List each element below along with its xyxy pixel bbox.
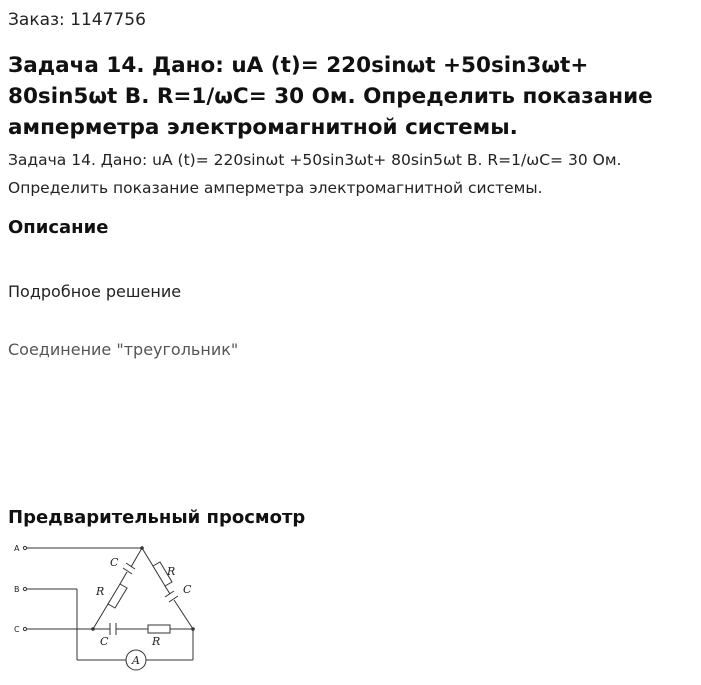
resistor-label-bottom: R [152, 635, 161, 648]
node-c-label: C [14, 625, 20, 634]
node-a-label: A [14, 544, 20, 553]
task-title: Задача 14. Дано: uA (t)= 220sinωt +50sin3ωt+ 80sin5ωt В. R=1/ωC= 30 Ом. Определить показание амперметра электромагнитной системы. [8, 53, 653, 140]
order-number: Заказ: 1147756 [8, 10, 146, 30]
preview-heading: Предварительный просмотр [8, 507, 306, 528]
description-heading: Описание [8, 217, 109, 238]
capacitor-label-left: C [110, 556, 119, 569]
circuit-diagram [10, 538, 210, 674]
capacitor-label-right: C [183, 583, 192, 596]
task-text: Задача 14. Дано: uA (t)= 220sinωt +50sin3ωt+ 80sin5ωt В. R=1/ωC= 30 Ом. Определить показание амперметра электромагнитной системы. [8, 151, 622, 197]
ammeter-label: A [132, 654, 140, 667]
capacitor-label-bottom: C [100, 635, 109, 648]
resistor-label-left: R [96, 585, 105, 598]
detailed-solution-text: Подробное решение [8, 282, 182, 301]
node-b-label: B [14, 585, 20, 594]
resistor-label-right: R [167, 565, 176, 578]
connection-type-text: Соединение "треугольник" [8, 340, 239, 359]
